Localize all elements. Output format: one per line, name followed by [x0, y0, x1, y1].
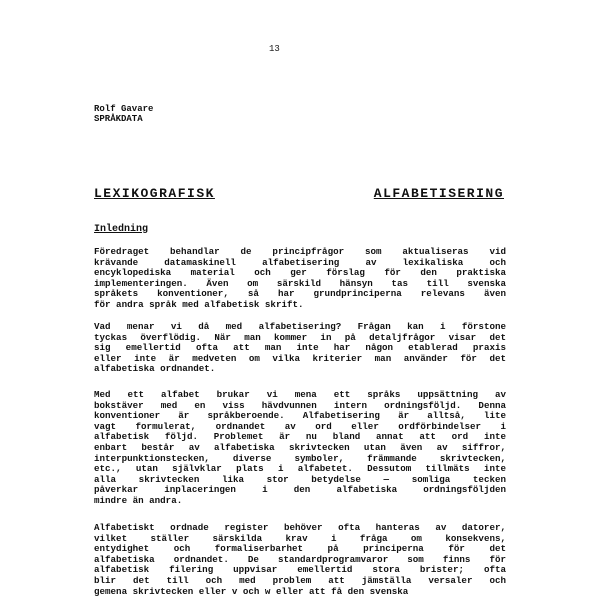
section-heading: Inledning: [94, 224, 149, 235]
text-line: alfabetisk filering uppvisar emellertid stora brister; ofta: [94, 564, 506, 576]
text-line: alfabetiska ordnandet. De standardprogramvaror som finns för: [94, 553, 506, 565]
text-line: entydighet och formaliserbarhet på principerna för det: [94, 543, 506, 555]
text-line: implementeringen. Även om särskild hänsyn tas till svenska: [94, 277, 506, 289]
text-line: enbart består av alfabetiska skrivtecken utan även av siffror,: [94, 441, 506, 453]
text-line: språkets konventioner, så har grundprinciperna relevans även: [94, 288, 506, 300]
text-line: Vad menar vi då med alfabetisering? Frågan kan i förstone: [94, 321, 506, 332]
text-line: eller inte är medveten om vilka kriterier man använder för det: [94, 352, 506, 364]
author-block: [94, 104, 153, 124]
text-line: gemena skrivtecken eller v och w eller att få den svenska: [94, 585, 409, 597]
text-line: mindre än andra.: [94, 494, 183, 506]
text-line: etc., utan självklar plats i alfabetet. Dessutom tillmäts inte: [94, 463, 506, 475]
text-line: krävande datamaskinell alfabetisering av lexikaliska och: [94, 256, 506, 268]
title-part-1: LEXIKOGRAFISK: [94, 186, 215, 201]
text-line: Med ett alfabet brukar vi mena ett språks uppsättning av: [94, 389, 506, 400]
paragraph-4: [94, 523, 506, 597]
text-line: vilket ställer särskilda krav i fråga om konsekvens,: [94, 532, 506, 544]
text-line: sig emellertid ofta att man inte har någon etablerad praxis: [94, 342, 506, 354]
text-line: påverkar inplaceringen i den alfabetiska ordningsföljden: [94, 484, 506, 496]
document-title: [94, 186, 504, 201]
text-line: tyckas överflödig. När man kommer in på detaljfrågor visar det: [94, 331, 506, 343]
page-number: 13: [269, 44, 280, 54]
author-name: Rolf Gavare: [94, 104, 154, 114]
text-line: vagt formulerat, ordnandet av ord eller ordförbindelser i: [94, 420, 506, 432]
text-line: blir det till och med problem att jämställa versaler och: [94, 574, 506, 586]
text-line: alla skrivtecken lika stor betydelse — somliga tecken: [94, 473, 506, 485]
text-line: interpunktionstecken, diverse symboler, främmande skrivtecken,: [94, 452, 506, 464]
paragraph-3: [94, 390, 506, 507]
text-line: encyklopediska material och ger förslag för den praktiska: [94, 267, 506, 279]
paragraph-2: [94, 322, 506, 375]
text-line: alfabetiska ordnandet.: [94, 363, 216, 375]
text-line: Föredraget behandlar de principfrågor som aktualiseras vid: [94, 246, 506, 257]
text-line: för andra språk med alfabetisk skrift.: [94, 298, 304, 310]
paragraph-1: [94, 247, 506, 311]
author-affiliation: SPRÅKDATA: [94, 114, 143, 124]
text-line: Alfabetiskt ordnade register behöver ofta hanteras av datorer,: [94, 522, 506, 533]
title-part-2: ALFABETISERING: [373, 186, 504, 201]
text-line: alfabetisk följd. Problemet är nu bland annat att ord inte: [94, 431, 506, 443]
text-line: konventioner är språkberoende. Alfabetisering är alltså, lite: [94, 410, 506, 422]
text-line: bokstäver med en viss hävdvunnen intern ordningsföljd. Denna: [94, 399, 506, 411]
